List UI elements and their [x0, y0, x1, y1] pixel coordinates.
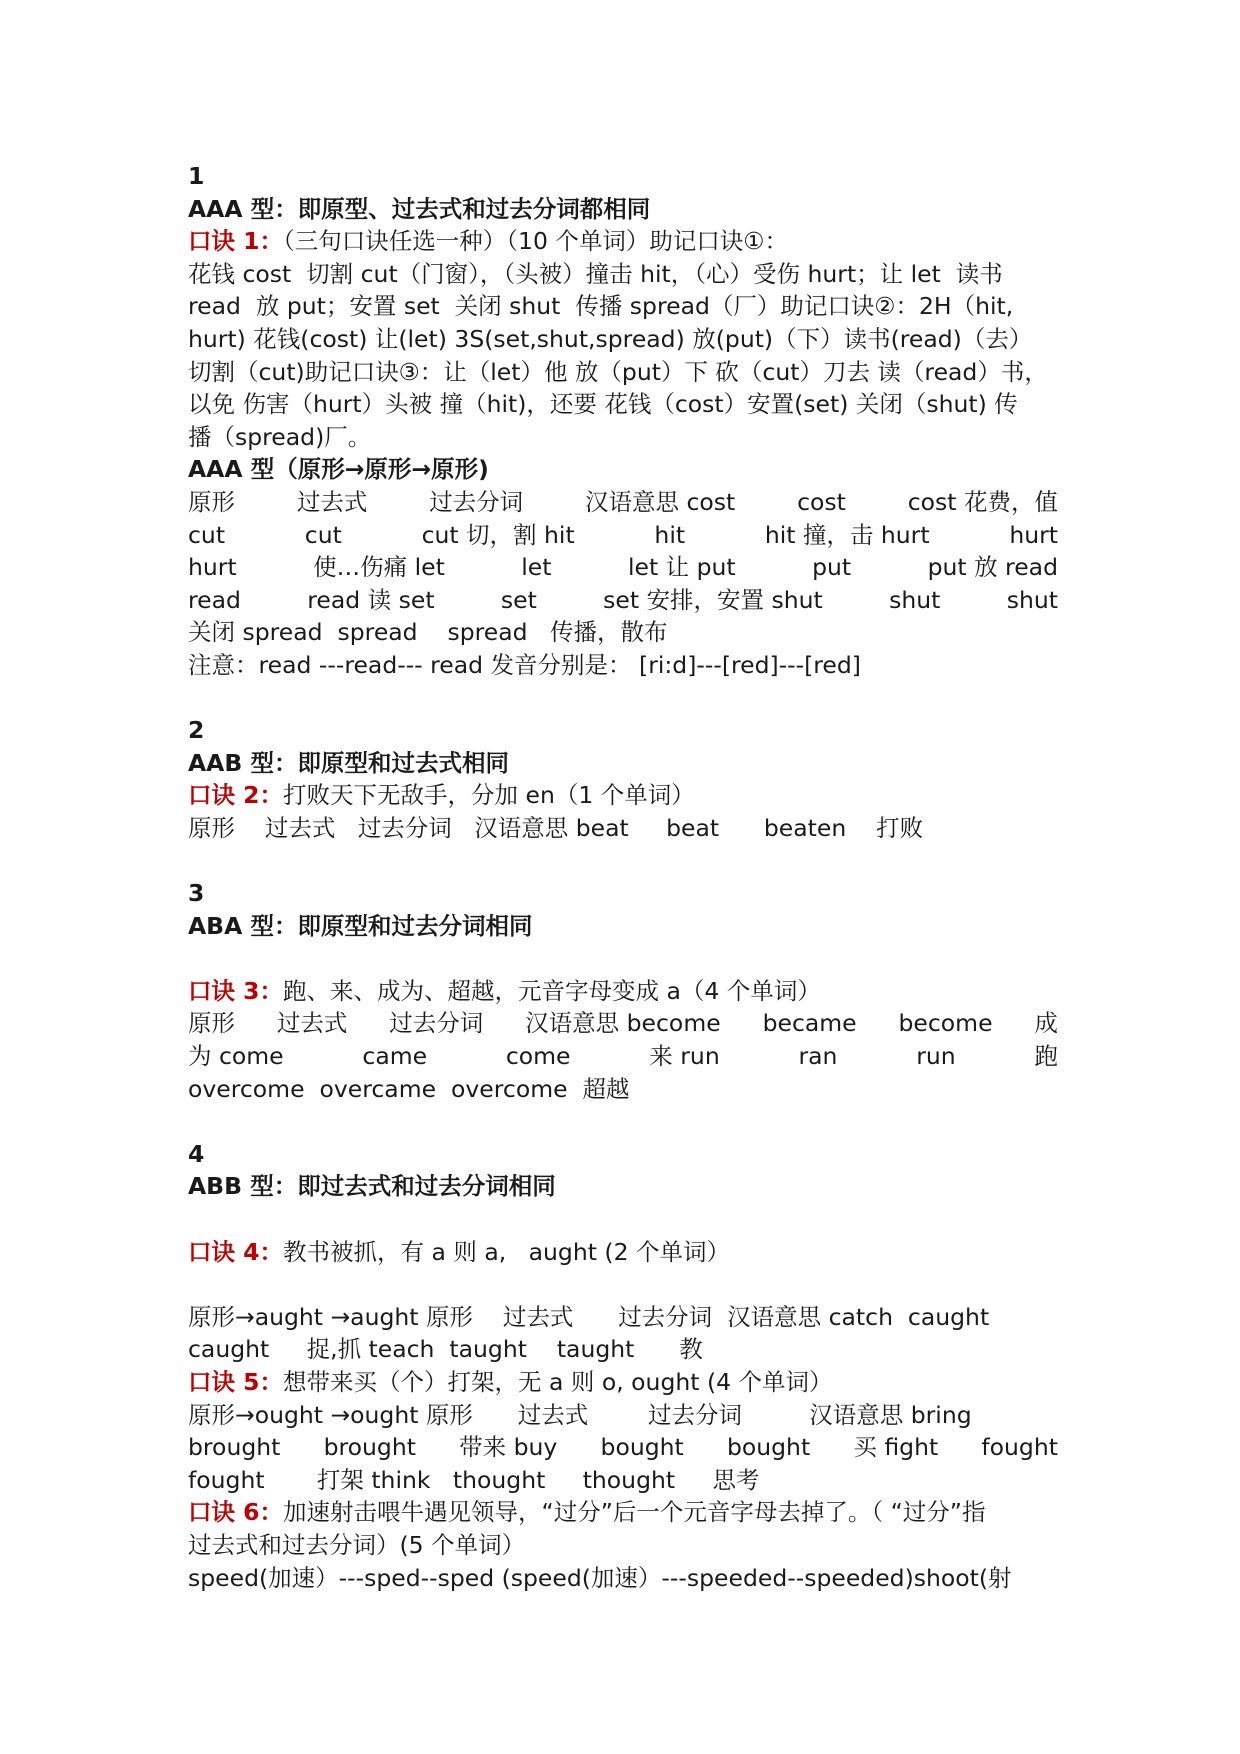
table-cell: become — [898, 1009, 993, 1038]
table-cell: 过去式 — [296, 487, 368, 516]
table-row — [188, 584, 1058, 617]
table-row — [188, 1431, 1058, 1464]
section-number: 1 — [188, 162, 205, 190]
body-line: hurt) 花钱(cost) 让(let) 3S(set,shut,spread) 放(put)（下）读书(read)（去） — [188, 324, 1033, 353]
table-cell: 跑 — [1034, 1042, 1058, 1071]
body-line: 切割（cut)助记口诀③：让（let）他 放（put）下 砍（cut）刀去 读（read）书， — [188, 357, 1048, 386]
table-cell: let 让 put — [627, 553, 736, 582]
table-cell: 传播，散布 — [550, 618, 668, 647]
mnemonic-label: 口诀 4： — [188, 1237, 284, 1266]
table-cell: hurt — [1009, 520, 1058, 549]
table-row — [188, 1464, 1058, 1497]
table-cell: caught — [907, 1302, 990, 1331]
mnemonic-text: 跑、来、成为、超越，元音字母变成 a（4 个单词） — [283, 976, 821, 1005]
section-number: 3 — [188, 879, 205, 908]
table-cell: 过去式 — [264, 813, 336, 842]
table-heading: AAA 型（原形→原形→原形) — [188, 455, 489, 484]
table-row — [188, 616, 1058, 649]
table-cell: 为 come — [188, 1042, 284, 1071]
table-cell: cost 花费，值 — [907, 487, 1058, 516]
table-cell: shut — [1006, 585, 1058, 614]
mnemonic-text: （三句口诀任选一种）（10 个单词）助记口诀①： — [283, 227, 788, 256]
table-cell: brought — [188, 1433, 281, 1462]
table-row — [188, 486, 1058, 519]
table-cell: 关闭 spread — [188, 618, 323, 647]
table-cell: brought — [323, 1433, 416, 1462]
table-cell: 来 run — [649, 1042, 720, 1071]
table-cell: cut 切，割 hit — [421, 520, 575, 549]
table-cell: 原形→ought →ought 原形 — [188, 1400, 473, 1429]
section-heading: ABA 型：即原型和过去分词相同 — [188, 911, 533, 940]
table-cell: come — [505, 1042, 571, 1071]
table-cell: 原形 — [188, 813, 235, 842]
mnemonic-label: 口诀 2： — [188, 781, 284, 810]
mnemonic-continuation: 过去式和过去分词）(5 个单词） — [188, 1530, 526, 1559]
table-cell: hit 撞，击 hurt — [764, 520, 930, 549]
table-cell: 汉语意思 bring — [809, 1400, 972, 1429]
table-cell: taught — [556, 1335, 635, 1364]
table-cell: hurt — [188, 553, 237, 582]
section-heading: ABB 型：即过去式和过去分词相同 — [188, 1172, 556, 1201]
table-cell: hit — [654, 520, 686, 549]
table-cell: read 读 set — [307, 585, 435, 614]
table-cell: fought — [981, 1433, 1058, 1462]
table-cell: 带来 buy — [459, 1433, 558, 1462]
table-cell: spread — [337, 618, 418, 647]
table-cell: 教 — [679, 1335, 703, 1364]
table-cell: 过去式 — [517, 1400, 589, 1429]
table-cell: 过去式 — [276, 1009, 348, 1038]
table-cell: 思考 — [712, 1465, 760, 1494]
mnemonic-line — [188, 1236, 1058, 1269]
mnemonic-line — [188, 779, 1058, 812]
table-row — [188, 1301, 1058, 1334]
table-cell: set — [500, 585, 537, 614]
table-cell: 成 — [1034, 1009, 1058, 1038]
table-cell: ran — [798, 1042, 838, 1071]
document-page — [188, 160, 1058, 1594]
table-row — [188, 519, 1058, 552]
section-number: 4 — [188, 1139, 205, 1168]
mnemonic-text: 教书被抓，有 a 则 a, aught (2 个单词） — [283, 1237, 731, 1266]
table-cell: overcome — [188, 1074, 305, 1103]
mnemonic-label: 口诀 1： — [188, 227, 284, 256]
table-cell: let — [521, 553, 552, 582]
table-cell: fought — [188, 1465, 265, 1494]
table-cell: beat — [666, 813, 720, 842]
note: 注意：read ---read--- read 发音分别是： [ri:d]---[red]---[red] — [188, 650, 861, 679]
table-cell: 使…伤痛 let — [313, 553, 445, 582]
table-cell: cut — [304, 520, 342, 549]
mnemonic-label: 口诀 3： — [188, 976, 284, 1005]
table-cell: thought — [582, 1465, 676, 1494]
table-cell: 打架 think — [316, 1465, 431, 1494]
table-row — [188, 1073, 1058, 1106]
table-cell: bought — [600, 1433, 684, 1462]
table-cell: 过去分词 — [357, 813, 452, 842]
table-cell: overcame — [319, 1074, 437, 1103]
table-cell: 过去式 — [502, 1302, 574, 1331]
table-cell: bought — [726, 1433, 811, 1462]
table-cell: read — [188, 585, 241, 614]
table-cell: 原形→aught →aught 原形 — [188, 1302, 473, 1331]
table-cell: came — [362, 1042, 428, 1071]
mnemonic-label: 口诀 6： — [188, 1498, 284, 1527]
table-cell: 汉语意思 cost — [585, 487, 736, 516]
mnemonic-line — [188, 975, 1058, 1008]
table-cell: became — [762, 1009, 857, 1038]
table-cell: 汉语意思 beat — [474, 813, 629, 842]
table-cell: set 安排，安置 shut — [603, 585, 823, 614]
table-cell: taught — [449, 1335, 527, 1364]
table-cell: 过去分词 — [429, 487, 524, 516]
table-cell: 过去分词 — [618, 1302, 713, 1331]
body-line: 花钱 cost 切割 cut（门窗），（头被）撞击 hit，（心）受伤 hurt；让 let 读书 — [188, 259, 1003, 288]
mnemonic-line — [188, 1366, 1058, 1399]
table-cell: 汉语意思 become — [525, 1009, 721, 1038]
table-cell: 过去分词 — [648, 1400, 743, 1429]
table-row — [188, 551, 1058, 584]
mnemonic-line — [188, 225, 1058, 258]
table-cell: cost — [797, 487, 846, 516]
table-cell: 过去分词 — [389, 1009, 484, 1038]
section-number: 2 — [188, 716, 205, 745]
table-row — [188, 812, 1058, 845]
table-cell: caught — [188, 1335, 270, 1364]
body-line: read 放 put；安置 set 关闭 shut 传播 spread（厂）助记口诀②：2H（hit, — [188, 292, 1014, 321]
table-cell: 捉,抓 teach — [306, 1335, 435, 1364]
body-line: 播（spread)厂。 — [188, 422, 372, 451]
table-cell: 原形 — [188, 1009, 235, 1038]
table-cell: 打败 — [876, 813, 924, 842]
mnemonic-label: 口诀 5： — [188, 1367, 284, 1396]
body-line: 以免 伤害（hurt）头被 撞（hit)，还要 花钱（cost）安置(set) 关闭（shut) 传 — [188, 390, 1018, 419]
table-row — [188, 1007, 1058, 1040]
table-cell: 超越 — [582, 1074, 630, 1103]
mnemonic-line — [188, 1496, 1058, 1529]
section-heading: AAB 型：即原型和过去式相同 — [188, 748, 509, 777]
table-cell: put — [812, 553, 852, 582]
table-cell: run — [916, 1042, 956, 1071]
mnemonic-text: 打败天下无敌手，分加 en（1 个单词） — [283, 781, 695, 810]
table-cell: spread — [447, 618, 528, 647]
table-cell: beaten — [763, 813, 847, 842]
example-line: speed(加速）---sped--sped (speed(加速）---speeded--speeded)shoot(射 — [188, 1563, 1012, 1592]
table-cell: put 放 read — [927, 553, 1058, 582]
table-row — [188, 1399, 1058, 1432]
table-cell: 汉语意思 catch — [727, 1302, 893, 1331]
mnemonic-text: 想带来买（个）打架，无 a 则 o, ought (4 个单词） — [283, 1367, 833, 1396]
table-cell: 买 fight — [853, 1433, 939, 1462]
table-cell: cut — [188, 520, 226, 549]
section-heading: AAA 型：即原型、过去式和过去分词都相同 — [188, 194, 651, 223]
table-cell: thought — [452, 1465, 546, 1494]
table-cell: 原形 — [188, 487, 235, 516]
table-cell: overcome — [451, 1074, 568, 1103]
table-row — [188, 1333, 1058, 1366]
table-cell: shut — [889, 585, 941, 614]
table-row — [188, 1040, 1058, 1073]
mnemonic-text: 加速射击喂牛遇见领导，“过分”后一个元音字母去掉了。（ “过分”指 — [283, 1498, 986, 1527]
